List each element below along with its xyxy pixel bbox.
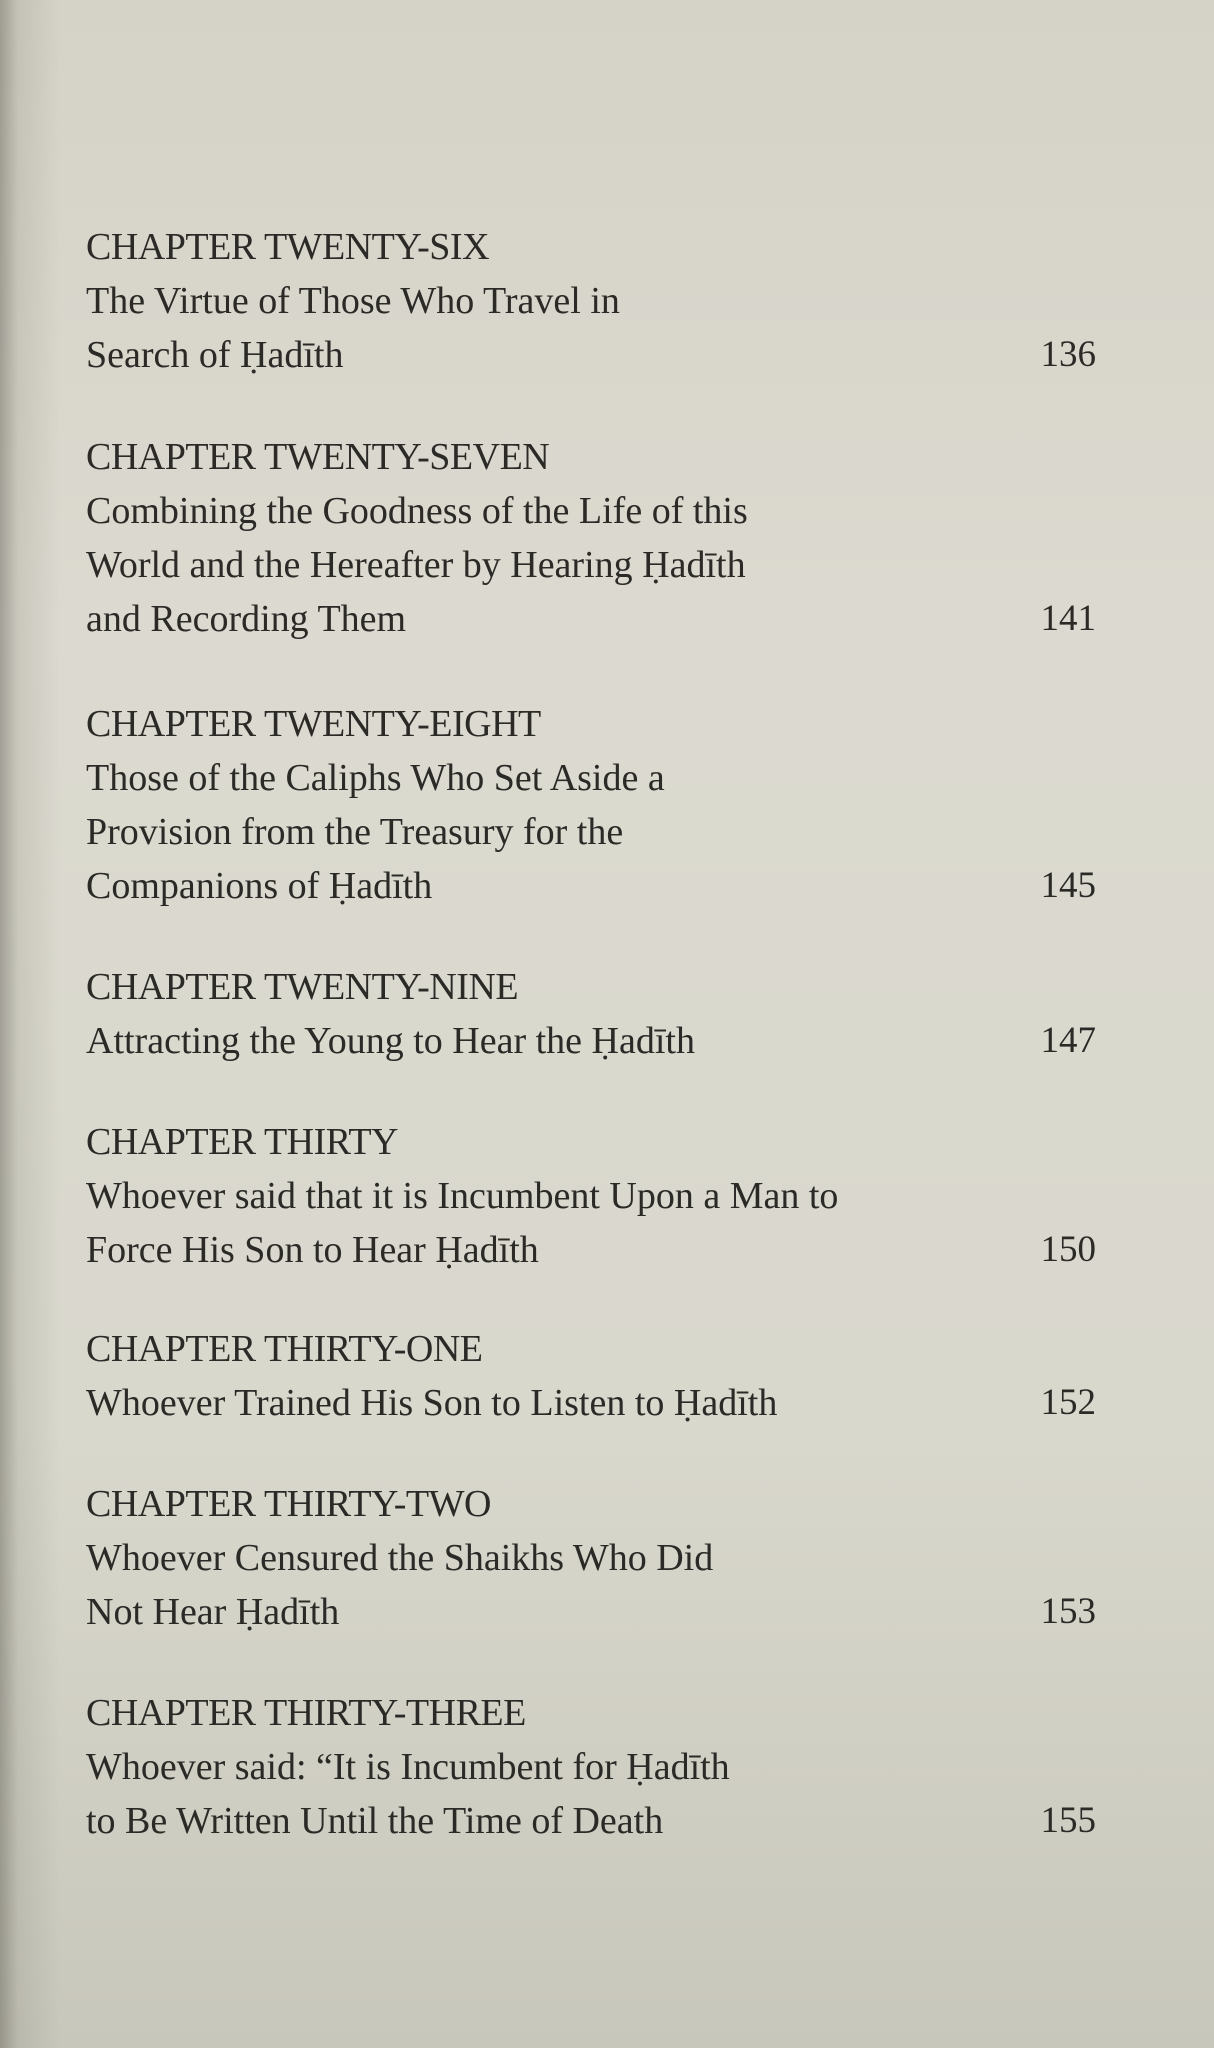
chapter-heading: CHAPTER THIRTY-THREE	[86, 1692, 526, 1734]
chapter-title-text: to Be Written Until the Time of Death	[86, 1800, 664, 1842]
chapter-heading: CHAPTER TWENTY-SIX	[86, 226, 490, 268]
chapter-title-line-last	[86, 1794, 1096, 1848]
toc-entry	[86, 1322, 1096, 1430]
toc-entry	[86, 960, 1096, 1068]
chapter-title-line: Those of the Caliphs Who Set Aside a	[86, 757, 665, 799]
chapter-title-line: Provision from the Treasury for the	[86, 811, 624, 853]
toc-entry	[86, 1686, 1096, 1848]
chapter-title-text: Attracting the Young to Hear the Ḥadīth	[86, 1020, 695, 1062]
chapter-title-line: Whoever said: “It is Incumbent for Ḥadīth	[86, 1746, 730, 1788]
toc-entry	[86, 220, 1096, 382]
chapter-title-text: and Recording Them	[86, 598, 407, 640]
chapter-heading: CHAPTER TWENTY-NINE	[86, 966, 519, 1008]
chapter-heading: CHAPTER TWENTY-EIGHT	[86, 703, 541, 745]
page-number: 155	[1040, 1800, 1096, 1841]
chapter-heading: CHAPTER THIRTY-TWO	[86, 1483, 491, 1525]
chapter-title-line-last	[86, 1585, 1096, 1639]
chapter-title-line-last	[86, 328, 1096, 382]
chapter-title-text: Not Hear Ḥadīth	[86, 1591, 340, 1633]
chapter-title-line-last	[86, 1376, 1096, 1430]
chapter-heading: CHAPTER THIRTY-ONE	[86, 1328, 483, 1370]
chapter-title-text: Whoever Trained His Son to Listen to Ḥadīth	[86, 1382, 778, 1424]
toc-entry	[86, 1115, 1096, 1277]
page-number: 141	[1040, 598, 1096, 639]
chapter-title-text: Companions of Ḥadīth	[86, 865, 433, 907]
page-number: 153	[1040, 1591, 1096, 1632]
toc-entry	[86, 1477, 1096, 1639]
toc-entry	[86, 430, 1096, 646]
page-number: 136	[1040, 334, 1096, 375]
chapter-title-line: The Virtue of Those Who Travel in	[86, 280, 620, 322]
chapter-title-text: Force His Son to Hear Ḥadīth	[86, 1229, 539, 1271]
chapter-title-line-last	[86, 592, 1096, 646]
chapter-title-text: Search of Ḥadīth	[86, 334, 344, 376]
chapter-title-line: Whoever said that it is Incumbent Upon a Man to	[86, 1175, 839, 1217]
page-number: 147	[1040, 1020, 1096, 1061]
chapter-title-line: Whoever Censured the Shaikhs Who Did	[86, 1537, 714, 1579]
chapter-heading: CHAPTER TWENTY-SEVEN	[86, 436, 550, 478]
page-number: 152	[1040, 1382, 1096, 1423]
page-number: 145	[1040, 865, 1096, 906]
toc-entry	[86, 697, 1096, 913]
chapter-title-line-last	[86, 1014, 1096, 1068]
chapter-title-line-last	[86, 1223, 1096, 1277]
chapter-title-line-last	[86, 859, 1096, 913]
chapter-title-line: World and the Hereafter by Hearing Ḥadīth	[86, 544, 746, 586]
chapter-title-line: Combining the Goodness of the Life of this	[86, 490, 748, 532]
page-number: 150	[1040, 1229, 1096, 1270]
chapter-heading: CHAPTER THIRTY	[86, 1121, 398, 1163]
